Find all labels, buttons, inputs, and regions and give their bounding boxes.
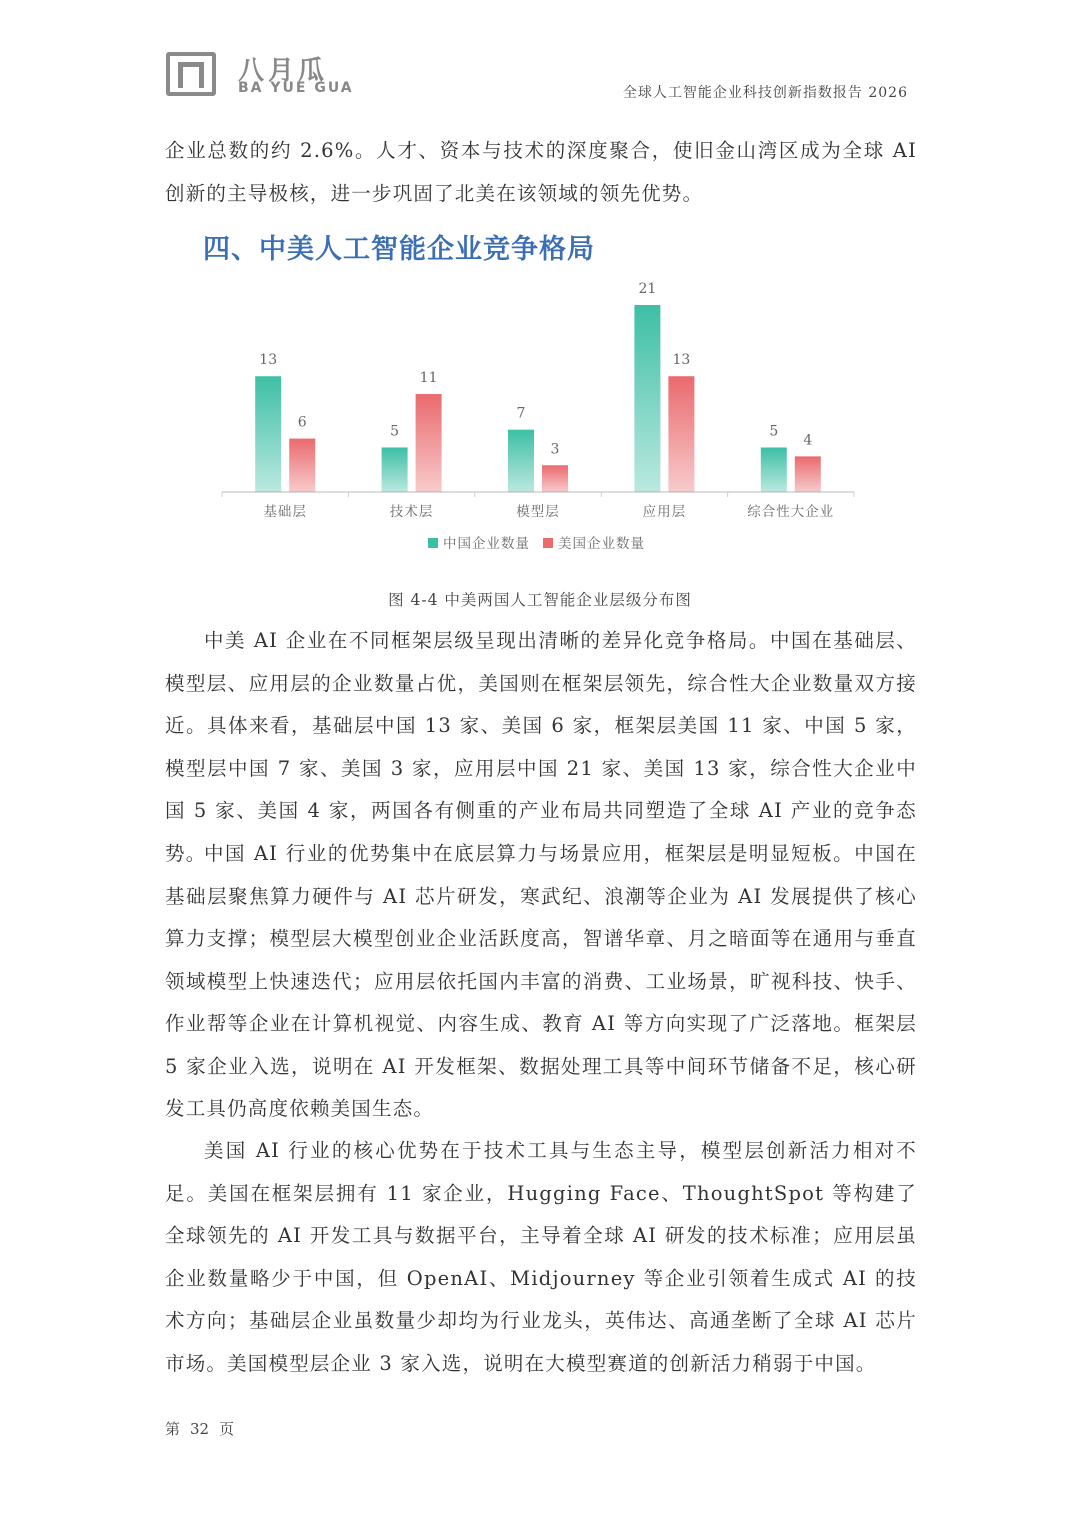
legend-label-usa: 美国企业数量: [558, 536, 645, 552]
category-label: 技术层: [389, 504, 434, 520]
bar-usa-3: [668, 376, 694, 492]
bar-china-0: [255, 376, 281, 492]
page-header: [0, 0, 1080, 110]
data-label: 21: [638, 281, 657, 297]
legend-swatch-usa: [543, 538, 553, 548]
page-prefix: 第: [165, 1420, 181, 1438]
paragraph-2: 中国 AI 行业的优势集中在底层算力与场景应用，框架层是明显短板。中国在基础层聚焦算力硬件与 AI 芯片研发，寒武纪、浪潮等企业为 AI 发展提供了核心算力支撑；模型层大模型创业企业活跃度高，智谱华章、月之暗面等在通用与垂直领域模型上快速迭代；应用层依托国内丰富的消费、工业场景，旷视科技、快手、作业帮等企业在计算机视觉、内容生成、教育 AI 等方向实现了广泛落地。框架层 5 家企业入选，说明在 AI 开发框架、数据处理工具等中间环节储备不足，核心研发工具仍高度依赖美国生态。: [165, 842, 917, 1120]
logo-english: BA YUE GUA: [238, 80, 354, 96]
bar-china-4: [761, 447, 787, 492]
page-suffix: 页: [219, 1420, 235, 1438]
data-label: 5: [769, 423, 779, 440]
data-label: 11: [419, 370, 438, 387]
category-label: 基础层: [263, 504, 307, 520]
data-label: 6: [297, 414, 307, 431]
bar-usa-4: [795, 456, 821, 492]
chart-legend: [428, 535, 645, 552]
section-title: 四、中美人工智能企业竞争格局: [203, 234, 595, 265]
legend-swatch-china: [428, 538, 438, 548]
bar-usa-1: [416, 394, 442, 492]
page-number: [165, 1418, 234, 1439]
data-label: 7: [516, 405, 526, 422]
logo-icon: [166, 52, 216, 96]
data-label: 13: [259, 352, 278, 369]
page-number-value: 32: [190, 1420, 210, 1438]
bar-china-1: [382, 447, 408, 492]
category-label: 模型层: [516, 504, 560, 520]
bar-china-2: [508, 430, 534, 492]
legend-label-china: 中国企业数量: [443, 536, 530, 552]
paragraph-1: 中美 AI 企业在不同框架层级呈现出清晰的差异化竞争格局。中国在基础层、模型层、应用层的企业数量占优，美国则在框架层领先，综合性大企业数量双方接近。具体来看，基础层中国 13 家、美国 6 家，框架层美国 11 家、中国 5 家，模型层中国 7 家、美国 3 家，应用层中国 21 家、美国 13 家，综合性大企业中国 5 家、美国 4 家，两国各有侧重的产业布局共同塑造了全球 AI 产业的竞争态势。: [165, 629, 917, 865]
paragraph-3: 美国 AI 行业的核心优势在于技术工具与生态主导，模型层创新活力相对不足。美国在框架层拥有 11 家企业，Hugging Face、ThoughtSpot 等构建了全球领先的 AI 开发工具与数据平台，主导着全球 AI 研发的技术标准；应用层虽企业数量略少于中国，但 OpenAI、Midjourney 等企业引领着生成式 AI 的技术方向；基础层企业虽数量少却均为行业龙头，英伟达、高通垄断了全球 AI 芯片市场。美国模型层企业 3 家入选，说明在大模型赛道的创新活力稍弱于中国。: [165, 1139, 917, 1375]
data-label: 5: [390, 423, 400, 440]
data-label: 3: [550, 441, 560, 458]
report-title: 全球人工智能企业科技创新指数报告 2026: [622, 85, 908, 101]
figure-caption: 图 4-4 中美两国人工智能企业层级分布图: [388, 591, 692, 609]
data-label: 4: [803, 432, 813, 449]
bar-usa-2: [542, 465, 568, 492]
category-label: 应用层: [642, 504, 687, 520]
bar-usa-0: [289, 439, 315, 492]
category-label: 综合性大企业: [747, 504, 835, 520]
data-label: 13: [672, 352, 691, 369]
logo-chinese: 八月瓜: [238, 56, 329, 86]
intro-paragraph: 企业总数的约 2.6%。人才、资本与技术的深度聚合，使旧金山湾区成为全球 AI 创新的主导极核，进一步巩固了北美在该领域的领先优势。: [165, 139, 917, 205]
bar-china-3: [634, 305, 660, 492]
bar-chart: [210, 270, 870, 570]
